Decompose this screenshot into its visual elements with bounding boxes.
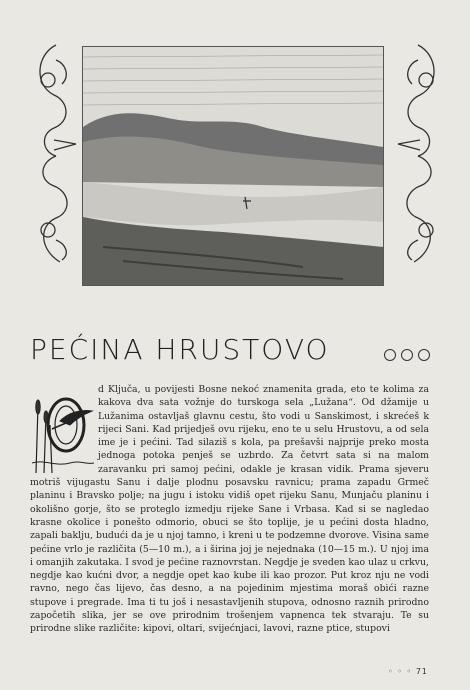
dot-icon xyxy=(384,349,396,361)
article-body xyxy=(30,383,429,636)
dot-icon xyxy=(418,349,430,361)
landscape-illustration xyxy=(82,46,384,286)
title-ornament-dots xyxy=(384,346,435,365)
ornament-right xyxy=(392,40,448,270)
page-number: ◦ ◦ ◦ 71 xyxy=(388,667,428,676)
ornament-left xyxy=(26,40,82,270)
dot-icon xyxy=(401,349,413,361)
decorative-initial-o xyxy=(30,385,94,475)
article-title: PEĆINA HRUSTOVO xyxy=(30,333,330,366)
article-paragraph: d Ključa, u povijesti Bosne nekoć znamenita grada, eto te kolima za kakova dva sata vožnje do turskoga sela „Lužana“. Od džamije u Lužanima ostavljaš glavnu cestu, što vodi u Sanskimost, i skrećeš k rijeci Sani. Kad prijedješ ovu rijeku, eno te u selu Hrustovu, a od sela ime je i pećini. Tad silaziš s kola, pa prešavši najprije preko mosta jednoga potoka penješ se uzbrdo. Za četvrt sata si na malom zaravanku pri samoj pećini, odakle je krasan vidik. Prama sjeveru motriš vijugastu Sanu i dalje plodnu posavsku ravnicu; prama zapadu Grmeč planinu i Bravsko polje; na jugu i istoku vidiš opet rijeku Sanu, Munjaču planinu i okolišno gorje, što se proteglo izmedju rijeke Sane i Vrbasa. Kad si se nagledao krasne okolice i ponešto odmorio, obuci se što toplije, je u pećini dosta hladno, zapali baklju, budući da je u njoj tamno, i kreni u te podzemne dvorove. Visina same pećine vrlo je različita (5—10 m.), a i širina joj je nejednaka (10—15 m.). U njoj ima i omanjih zakutaka. I svod je pećine raznovrstan. Negdje je sveden kao ulaz u crkvu, negdje kao kućni dvor, a negdje opet kao kube ili kao prozor. Put kroz nju ne vodi ravno, nego čas lijevo, čas desno, a na pojedinim mjestima moraš obići razne stupove i pregrade. Ima ti tu još i nesastavljenih stupova, odnosno raznih prirodno započetih slika, jer se ove prirodnim trošenjem vapnenca tek stvaraju. Te su prirodne slike različite: kipovi, oltari, svijećnjaci, lavovi, razne ptice, stupovi xyxy=(30,384,429,635)
